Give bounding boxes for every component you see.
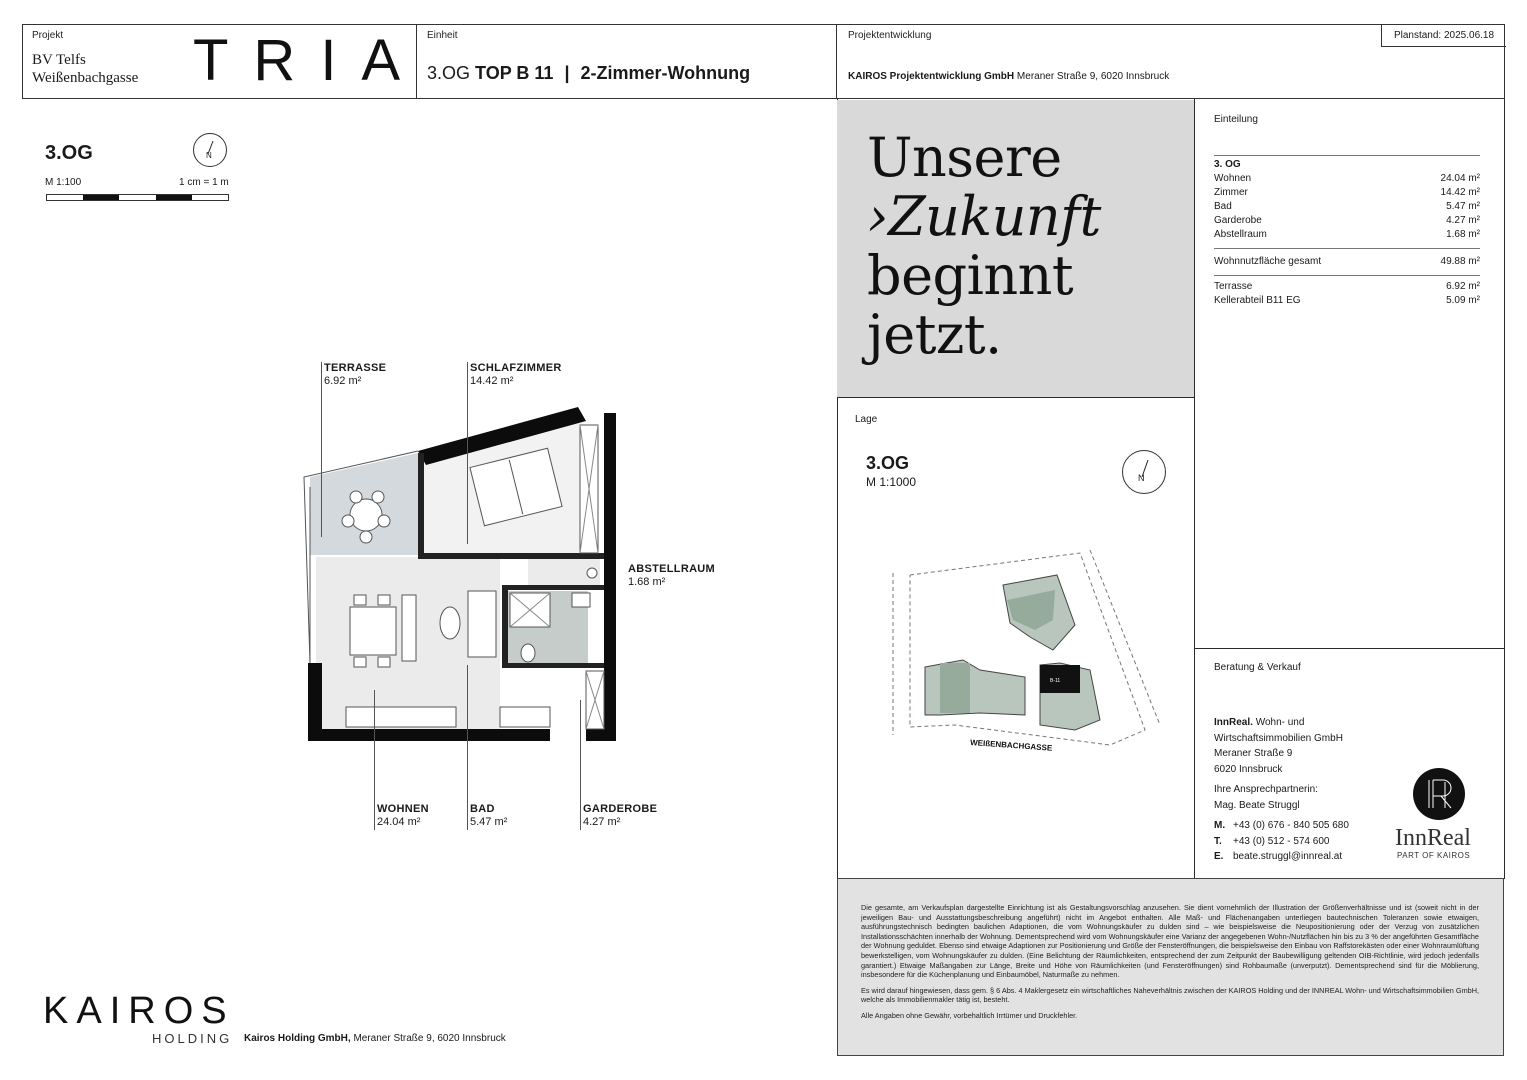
panel-divider-promo xyxy=(837,397,1194,398)
einteilung-floor: 3. OG xyxy=(1214,159,1241,170)
einteilung-extra-label: Terrasse xyxy=(1214,281,1253,292)
beratung-t-label: T. xyxy=(1214,835,1222,847)
lage-floor: 3.OG xyxy=(866,453,910,473)
floorplan-drawing xyxy=(290,395,620,750)
leader-terrasse xyxy=(321,362,322,537)
innreal-logo-icon xyxy=(1413,768,1465,820)
panel-divider-right xyxy=(1504,99,1505,879)
lage-scale: M 1:1000 xyxy=(866,475,917,489)
einteilung-rule-mid xyxy=(1214,248,1480,249)
einteilung-extra-label: Kellerabteil B11 EG xyxy=(1214,295,1301,306)
einteilung-row xyxy=(1214,229,1480,240)
leader-garderobe xyxy=(580,700,581,830)
einteilung-row-value: 4.27 m² xyxy=(1446,215,1480,226)
einteilung-rule-top xyxy=(1214,155,1480,156)
header-entwicklung xyxy=(837,25,1506,98)
room-abstellraum-area: 1.68 m² xyxy=(628,576,666,588)
einheit-floor: 3.OG xyxy=(427,63,471,83)
einteilung-rule-bottom xyxy=(1214,275,1480,276)
footer-company-rest: Meraner Straße 9, 6020 Innsbruck xyxy=(353,1033,506,1044)
projekt-line2: Weißenbachgasse xyxy=(32,70,139,86)
leader-schlafzimmer xyxy=(467,362,468,544)
plan-scale: M 1:100 xyxy=(45,177,82,188)
kairos-logo-sub: HOLDING xyxy=(152,1031,233,1046)
einheit-separator: | xyxy=(564,63,570,83)
kairos-logo: KAIROS xyxy=(43,990,235,1032)
einteilung-row-label: Zimmer xyxy=(1214,187,1248,198)
scale-bar xyxy=(46,194,229,201)
einteilung-title: Einteilung xyxy=(1214,114,1258,125)
einteilung-row-label: Wohnen xyxy=(1214,173,1252,184)
einteilung-total-value: 49.88 m² xyxy=(1440,256,1480,267)
einteilung-extra-value: 6.92 m² xyxy=(1446,281,1480,292)
header-einheit xyxy=(417,25,837,98)
plan-north-label: N xyxy=(206,151,212,160)
disclaimer-paragraph: Die gesamte, am Verkaufsplan dargestellte Einrichtung ist als Gestaltungsvorschlag anzusehen. Sie dient vornehmlich der Illustration der Größenverhältnisse und ist (soweit nicht in der jeweiligen Bau- und Ausstattungsbeschreibung angeführt) nicht im Angebot enthalten. Alle Maß- und Flächenangaben unterliegen bautechnischen Toleranzen sowie etwaigen, ausführungstechnisch bedingten baulichen Adaptionen, die vom Wohnungskäufer zu dulden sind – wie beispielsweise die Neupositionierung oder der Verzug von zusätzlichen Installationsschächten innerhalb der Wohnung. Dementsprechend wird vom Wohnungskäufer eine Varianz der angegebenen Wohn-/Nutzflächen hin bis zu 3 % der angeführten Gesamtfläche der Wohnung geduldet. Ebenso sind etwaige Adaptionen zur Positionierung und Größe der Fensteröffnungen, die beispielsweise den Einbau von Raffstorekästen oder einer Wohnraumlüftung bewerkstelligen, vom Wohnungskäufer zu dulden. (Eine Belichtung der Räumlichkeiten, entsprechend der zum Zeitpunkt der Baubewilligung geltenden OIB-Richtlinie, wird jedoch jedenfalls garantiert.) Etwaige Maßangaben zur Länge, Breite und Höhe von Räumlichkeiten (und Fensteröffnungen) sind Rohbaumaße (unverputzt). Dementsprechend sind für die Möblierung, insbesondere für die Küchenplanung und Einbaumöbel, Naturmaße zu nehmen. xyxy=(861,903,1479,980)
entwicklung-label: Projektentwicklung xyxy=(848,30,932,41)
header-projekt xyxy=(23,25,426,98)
beratung-email[interactable]: beate.struggl@innreal.at xyxy=(1233,851,1343,862)
room-bad-name: BAD xyxy=(470,803,495,815)
einteilung-extra-value: 5.09 m² xyxy=(1446,295,1480,306)
innreal-logo-sub: PART OF KAIROS xyxy=(1397,851,1471,860)
entwicklung-company: KAIROS Projektentwicklung GmbH xyxy=(848,71,1015,82)
plan-floor-title: 3.OG xyxy=(45,142,93,164)
beratung-phone[interactable]: +43 (0) 512 - 574 600 xyxy=(1233,835,1330,847)
einteilung-row xyxy=(1214,173,1480,184)
beratung-contact-label: Ihre Ansprechpartnerin: xyxy=(1214,784,1318,795)
innreal-logo-name: InnReal xyxy=(1395,825,1471,851)
einheit-top: TOP B 11 xyxy=(475,63,554,83)
panel-divider-mid xyxy=(1194,99,1195,879)
site-unit-label: B-11 xyxy=(1050,678,1061,684)
beratung-company-rest: Wohn- und xyxy=(1255,717,1305,728)
einteilung-extra-row xyxy=(1214,295,1480,306)
einteilung-row-value: 14.42 m² xyxy=(1440,187,1480,198)
einteilung-row xyxy=(1214,201,1480,212)
einteilung-row-value: 1.68 m² xyxy=(1446,229,1480,240)
beratung-mobile[interactable]: +43 (0) 676 - 840 505 680 xyxy=(1233,820,1349,831)
beratung-company-bold: InnReal. xyxy=(1214,717,1253,728)
room-abstellraum-name: ABSTELLRAUM xyxy=(628,563,716,575)
promo-panel xyxy=(837,100,1194,397)
einheit-type: 2-Zimmer-Wohnung xyxy=(580,63,751,83)
beratung-company-line2: Wirtschaftsimmobilien GmbH xyxy=(1214,732,1343,744)
beratung-e-label: E. xyxy=(1214,851,1224,862)
promo-line3: beginnt xyxy=(867,244,1074,307)
room-wohnen-area: 24.04 m² xyxy=(377,816,421,828)
room-terrasse-name: TERRASSE xyxy=(324,362,387,374)
beratung-contact xyxy=(1214,715,1349,865)
lage-title: Lage xyxy=(855,414,878,425)
leader-bad xyxy=(467,665,468,830)
lage-north-icon xyxy=(1122,450,1166,494)
plan-north-icon xyxy=(193,133,227,167)
promo-line4: jetzt. xyxy=(867,303,1002,366)
site-map xyxy=(885,545,1175,765)
einteilung-extra-row xyxy=(1214,281,1480,292)
beratung-city: 6020 Innsbruck xyxy=(1214,763,1283,775)
room-terrasse-area: 6.92 m² xyxy=(324,375,362,387)
promo-line2: ›Zukunft xyxy=(867,185,1101,248)
beratung-title: Beratung & Verkauf xyxy=(1214,662,1301,673)
room-garderobe-area: 4.27 m² xyxy=(583,816,621,828)
tria-logo: TRIA xyxy=(193,28,426,93)
einteilung-row xyxy=(1214,215,1480,226)
disclaimer xyxy=(837,878,1504,1056)
entwicklung-address: Meraner Straße 9, 6020 Innsbruck xyxy=(1016,71,1170,82)
room-wohnen-name: WOHNEN xyxy=(377,803,429,815)
beratung-contact-name: Mag. Beate Struggl xyxy=(1214,799,1300,811)
room-schlafzimmer-name: SCHLAFZIMMER xyxy=(470,362,562,374)
panel-divider-beratung xyxy=(1194,648,1504,649)
header xyxy=(22,24,1505,99)
footer-company-bold: Kairos Holding GmbH, xyxy=(244,1033,351,1044)
promo-line1: Unsere xyxy=(867,126,1062,189)
room-bad-area: 5.47 m² xyxy=(470,816,508,828)
beratung-street: Meraner Straße 9 xyxy=(1214,748,1293,759)
einteilung-row xyxy=(1214,187,1480,198)
einteilung-row-value: 24.04 m² xyxy=(1440,173,1480,184)
einteilung-row-label: Garderobe xyxy=(1214,215,1262,226)
einteilung-row-label: Bad xyxy=(1214,201,1232,212)
footer-company xyxy=(244,1033,506,1044)
einheit-label: Einheit xyxy=(427,30,458,41)
disclaimer-paragraph: Alle Angaben ohne Gewähr, vorbehaltlich Irrtümer und Druckfehler. xyxy=(861,1010,1078,1020)
einteilung-total xyxy=(1214,256,1480,267)
projekt-label: Projekt xyxy=(32,30,64,41)
beratung-m-label: M. xyxy=(1214,820,1226,831)
disclaimer-paragraph: Es wird darauf hingewiesen, dass gem. § 6 Abs. 4 Maklergesetz ein wirtschaftliches Naheverhältnis zwischen der KAIROS Holding und der INNREAL Wohn- und Wirtschaftsimmobilien GmbH, welche als Immobilienmakler tätig ist, besteht. xyxy=(861,985,1479,1005)
leader-wohnen xyxy=(374,690,375,830)
planstand: Planstand: 2025.06.18 xyxy=(1381,25,1506,47)
einteilung-total-label: Wohnnutzfläche gesamt xyxy=(1214,256,1322,267)
room-schlafzimmer-area: 14.42 m² xyxy=(470,375,514,387)
site-street-label: WEIßENBACHGASSE xyxy=(969,738,1053,753)
plan-scale-note: 1 cm = 1 m xyxy=(179,177,229,188)
lage-north-label: N xyxy=(1138,473,1145,483)
einteilung-row-value: 5.47 m² xyxy=(1446,201,1480,212)
einteilung-row-label: Abstellraum xyxy=(1214,229,1267,240)
projekt-line1: BV Telfs xyxy=(32,52,86,68)
room-garderobe-name: GARDEROBE xyxy=(583,803,658,815)
